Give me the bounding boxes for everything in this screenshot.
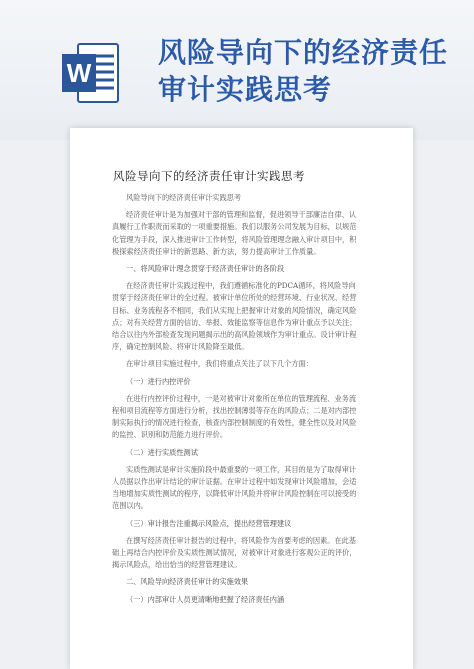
paragraph: 经济责任审计是为加强对干部的管理和监督，促进领导干部廉洁自律、认真履行工作职责而采取的一项重要措施。我们以服务公司发展为目标，以规范化管理为手段，深入推进审计工作转型，将风险管理理念融入审计项目中，积极探索经济责任审计的新思路、新方法，努力提高审计工作质量。: [112, 210, 357, 256]
paragraph: 在经济责任审计实践过程中，我们遵循标准化的PDCA循环，将风险导向贯穿于经济责任审计的全过程。被审计单位所处的经营环境、行业状况、经营目标、业务流程各不相同，我们从实现上把握审计对象的风险情况，确定风险点；对有关经营方面的信访、举报、效能监察等信息作为审计重点予以关注；结合以往内外部检查发现问题揭示出的高风险领域作为审计重点。设计审计程序，确定控制风险、将审计风险降至最低。: [112, 281, 357, 352]
paragraph: 在撰写经济责任审计报告的过程中，将风险作为首要考虑的因素。在此基础上再结合内控评价及实质性测试情况，对被审计对象进行客观公正的评价，揭示风险点，给出恰当的经营管理建议。: [112, 535, 357, 570]
banner-title: 风险导向下的经济责任审计实践思考: [158, 36, 449, 106]
word-document-icon: [62, 40, 120, 106]
subsection-heading: （一）进行内控评价: [126, 376, 191, 386]
paragraph: 实质性测试是审计实施阶段中最重要的一项工作，其目的是为了取得审计人员据以作出审计结论的审计证据。在审计过程中如发现审计风险增加，会适当地增加实质性测试的程序，以降低审计风险并将审计风险控制在可以接受的范围以内。: [112, 464, 357, 511]
section-heading: 二、风险导向经济责任审计的实施效果: [126, 577, 249, 587]
document-body: [112, 192, 362, 611]
paragraph: 风险导向下的经济责任审计实践思考: [126, 193, 242, 202]
subsection-heading: （一）内部审计人员更清晰地把握了经济责任内涵: [126, 594, 285, 604]
paragraph: 在进行内控评价过程中，一是对被审计对象所在单位的管理流程、业务流程和项目流程等方面进行分析，找出控制薄弱等存在的风险点；二是对内部控制实际执行的情况进行检查，核查内部控制制度的有效性，健全性以及对风险的监控、识别和防范能力进行评价。: [112, 393, 357, 440]
word-icon-letter: W: [66, 58, 92, 88]
paragraph: 在审计项目实施过程中，我们将重点关注了以下几个方面：: [126, 359, 313, 369]
document-title: 风险导向下的经济责任审计实践思考: [113, 169, 305, 183]
subsection-heading: （三）审计报告注重揭示风险点，提出经营管理建议: [126, 518, 292, 528]
subsection-heading: （二）进行实质性测试: [126, 447, 198, 457]
section-heading: 一、将风险审计理念贯穿于经济责任审计的各阶段: [126, 264, 285, 274]
